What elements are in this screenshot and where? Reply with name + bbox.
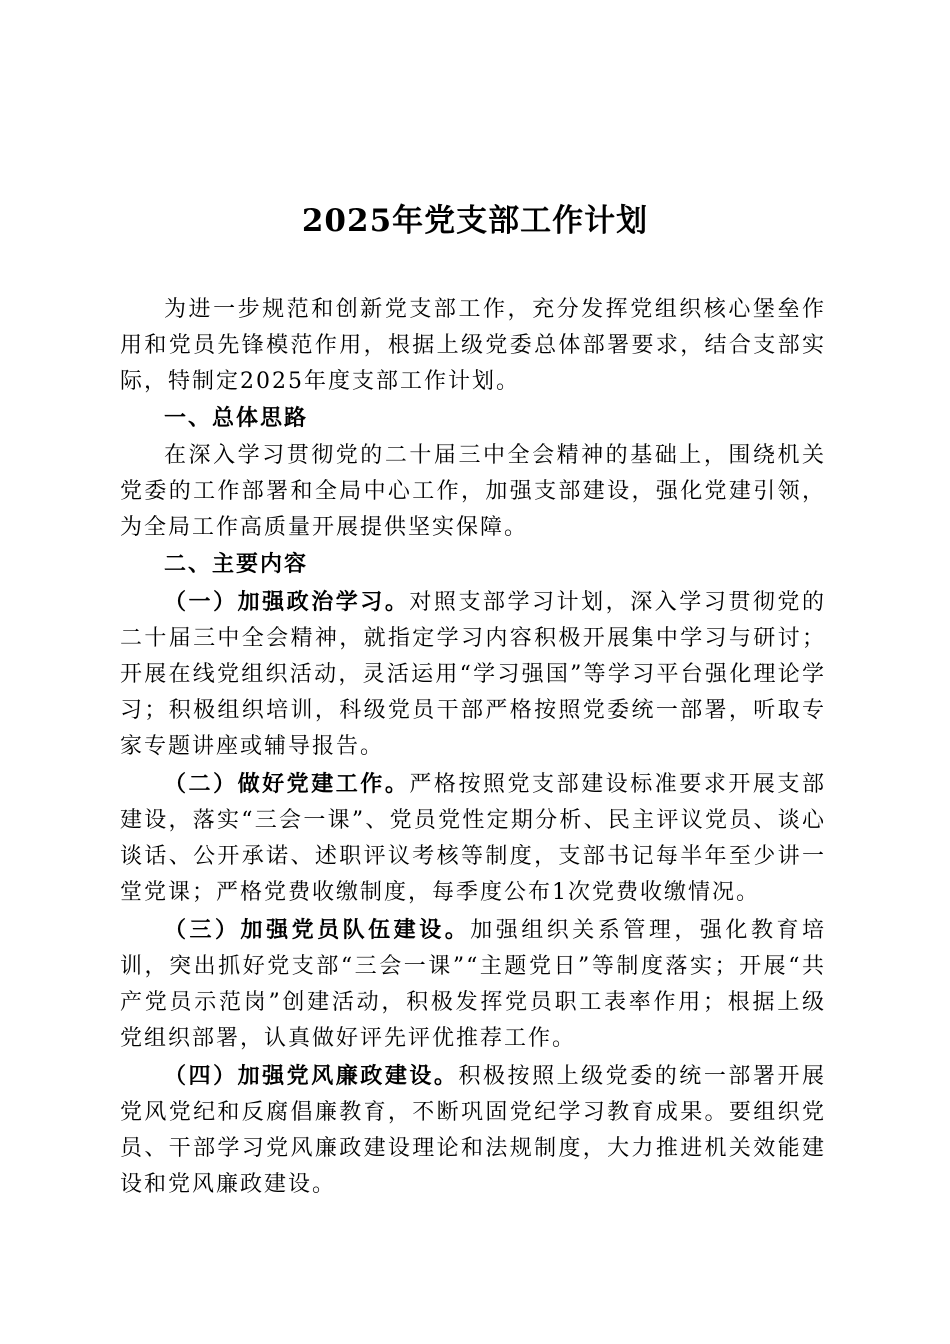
document-body: [120, 292, 826, 1204]
item-text: 积极按照上级党委的统一部署开展党风党纪和反腐倡廉教育，不断巩固党纪学习教育成果。要组织党员、干部学习党风廉政建设理论和法规制度，大力推进机关效能建设和党风廉政建设。: [120, 1064, 826, 1197]
item-text: 严格按照党支部建设标准要求开展支部建设，落实“三会一课”、党员党性定期分析、民主评议党员、谈心谈话、公开承诺、述职评议考核等制度，支部书记每半年至少讲一堂党课；严格党费收缴制度，每季度公布1次党费收缴情况。: [120, 772, 826, 905]
item-lead: （四）加强党风廉政建设。: [164, 1063, 459, 1089]
content-item-member-team: [120, 912, 826, 1057]
content-item-political-study: [120, 584, 826, 765]
item-lead: （三）加强党员队伍建设。: [164, 917, 471, 943]
item-lead: （二）做好党建工作。: [164, 771, 410, 797]
document-title: 2025年党支部工作计划: [301, 203, 649, 239]
section-paragraph-overall: 在深入学习贯彻党的二十届三中全会精神的基础上，围绕机关党委的工作部署和全局中心工作，加强支部建设，强化党建引领，为全局工作高质量开展提供坚实保障。: [120, 443, 826, 540]
content-item-party-building: [120, 766, 826, 911]
intro-paragraph: 为进一步规范和创新党支部工作，充分发挥党组织核心堡垒作用和党员先锋模范作用，根据上级党委总体部署要求，结合支部实际，特制定2025年度支部工作计划。: [120, 297, 826, 394]
section-heading-overall: 一、总体思路: [164, 406, 309, 431]
item-text: 加强组织关系管理，强化教育培训，突出抓好党支部“三会一课”“主题党日”等制度落实；开展“共产党员示范岗”创建活动，积极发挥党员职工表率作用；根据上级党组织部署，认真做好评先评优推荐工作。: [120, 918, 826, 1051]
item-text: 对照支部学习计划，深入学习贯彻党的二十届三中全会精神，就指定学习内容积极开展集中学习与研讨；开展在线党组织活动，灵活运用“学习强国”等学习平台强化理论学习；积极组织培训，科级党员干部严格按照党委统一部署，听取专家专题讲座或辅导报告。: [120, 590, 826, 759]
content-item-integrity: [120, 1058, 826, 1203]
section-heading-main-content: 二、主要内容: [164, 552, 309, 577]
item-lead: （一）加强政治学习。: [164, 589, 410, 615]
